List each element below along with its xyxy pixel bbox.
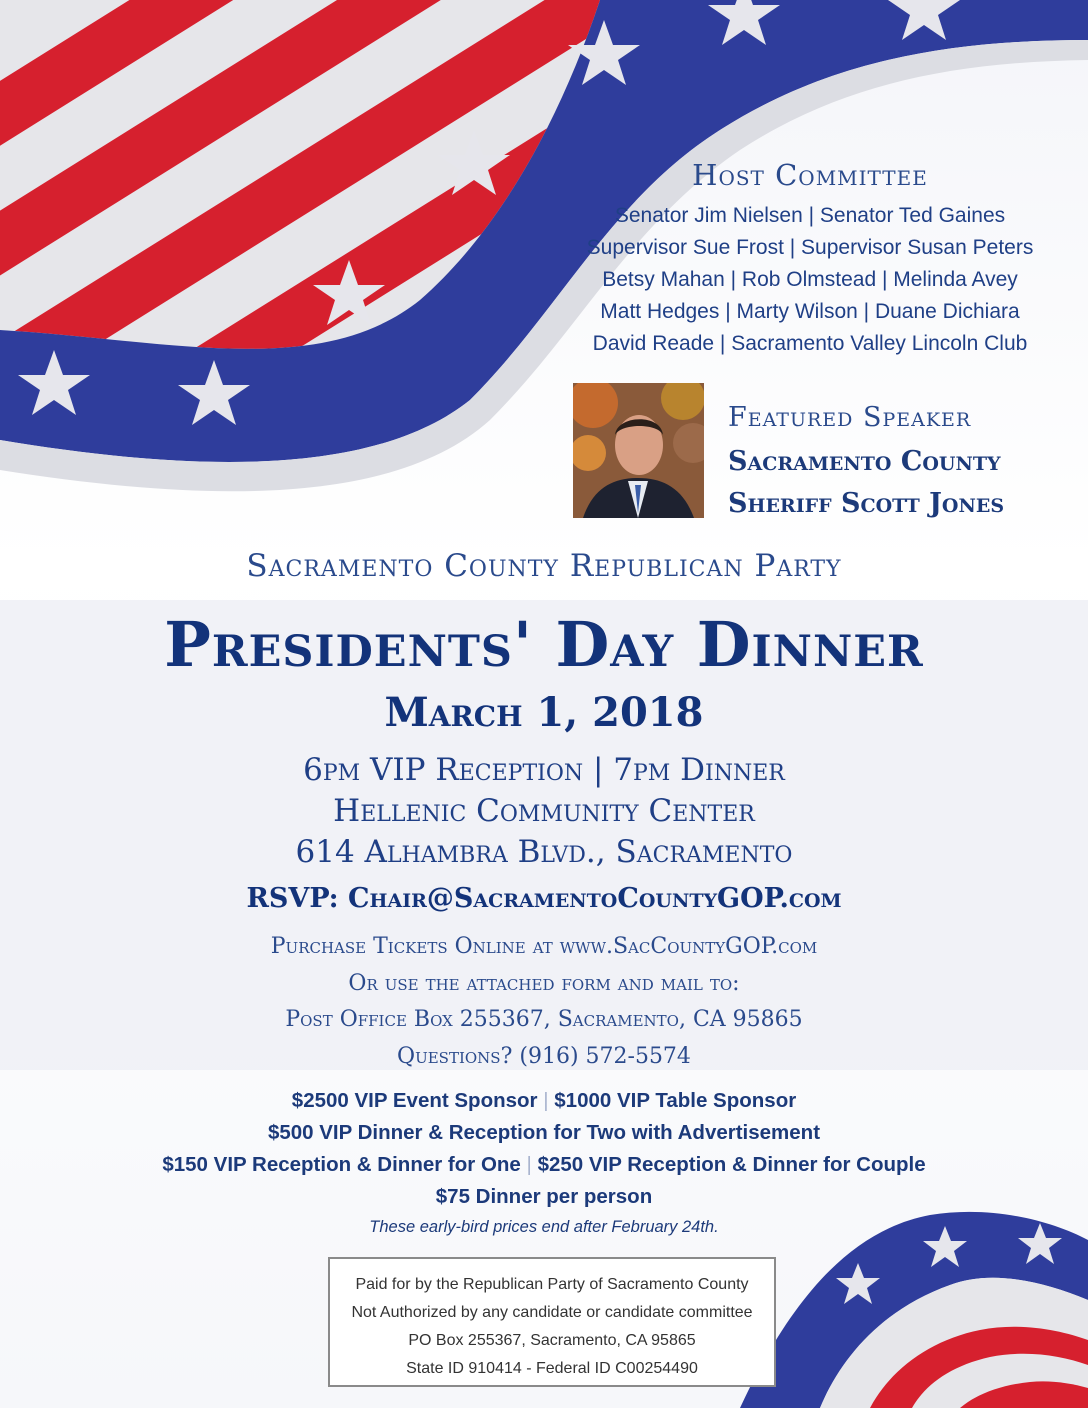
price-item: $250 VIP Reception & Dinner for Couple (537, 1153, 926, 1176)
host-party: Sacramento County Republican Party (246, 548, 842, 584)
price-separator: | (543, 1089, 549, 1112)
early-bird-note: These early-bird prices end after February 24th. (369, 1218, 719, 1236)
speaker-photo (573, 383, 704, 518)
host-committee (560, 158, 1060, 360)
event-details (0, 750, 1088, 873)
featured-speaker (728, 402, 1058, 525)
host-line: Senator Jim Nielsen | Senator Ted Gaines (614, 204, 1006, 227)
contact-info (0, 929, 1088, 1075)
disclaimer-line: Paid for by the Republican Party of Sacramento County (355, 1276, 749, 1293)
price-row (0, 1085, 1088, 1117)
speaker-name-line1: Sacramento County (728, 446, 1001, 477)
price-row: $75 Dinner per person (435, 1185, 653, 1208)
price-separator: | (526, 1153, 532, 1176)
host-line: Matt Hedges | Marty Wilson | Duane Dichiara (600, 300, 1020, 323)
price-row (0, 1149, 1088, 1181)
po-box: Post Office Box 255367, Sacramento, CA 95865 (285, 1007, 803, 1032)
disclaimer-line: State ID 910414 - Federal ID C00254490 (406, 1360, 698, 1377)
price-row: $500 VIP Dinner & Reception for Two with Advertisement (267, 1121, 821, 1144)
host-line: David Reade | Sacramento Valley Lincoln Club (592, 332, 1028, 355)
disclaimer-box (328, 1257, 776, 1387)
purchase-online[interactable]: Purchase Tickets Online at www.SacCountyGOP.com (270, 934, 818, 959)
event-venue: Hellenic Community Center (333, 793, 755, 829)
speaker-name-line2: Sheriff Scott Jones (728, 488, 1005, 519)
price-item: $2500 VIP Event Sponsor (291, 1089, 538, 1112)
price-item: $150 VIP Reception & Dinner for One (162, 1153, 521, 1176)
rsvp-line[interactable]: RSVP: Chair@SacramentoCountyGOP.com (246, 883, 842, 914)
questions-phone: Questions? (916) 572-5574 (397, 1043, 691, 1069)
host-line: Supervisor Sue Frost | Supervisor Susan Peters (586, 236, 1034, 259)
event-date: March 1, 2018 (384, 689, 704, 736)
price-item: $1000 VIP Table Sponsor (554, 1089, 797, 1112)
speaker-title: Featured Speaker (728, 402, 972, 433)
event-schedule: 6pm VIP Reception | 7pm Dinner (303, 752, 785, 788)
pricing-list (0, 1085, 1088, 1213)
host-line: Betsy Mahan | Rob Olmstead | Melinda Avey (602, 268, 1018, 291)
event-title: Presidents' Day Dinner (164, 608, 924, 681)
host-committee-title: Host Committee (692, 158, 928, 192)
disclaimer-line: PO Box 255367, Sacramento, CA 95865 (408, 1332, 696, 1349)
mail-note: Or use the attached form and mail to: (348, 970, 740, 996)
event-address: 614 Alhambra Blvd., Sacramento (295, 834, 793, 870)
disclaimer-line: Not Authorized by any candidate or candidate committee (351, 1304, 753, 1321)
